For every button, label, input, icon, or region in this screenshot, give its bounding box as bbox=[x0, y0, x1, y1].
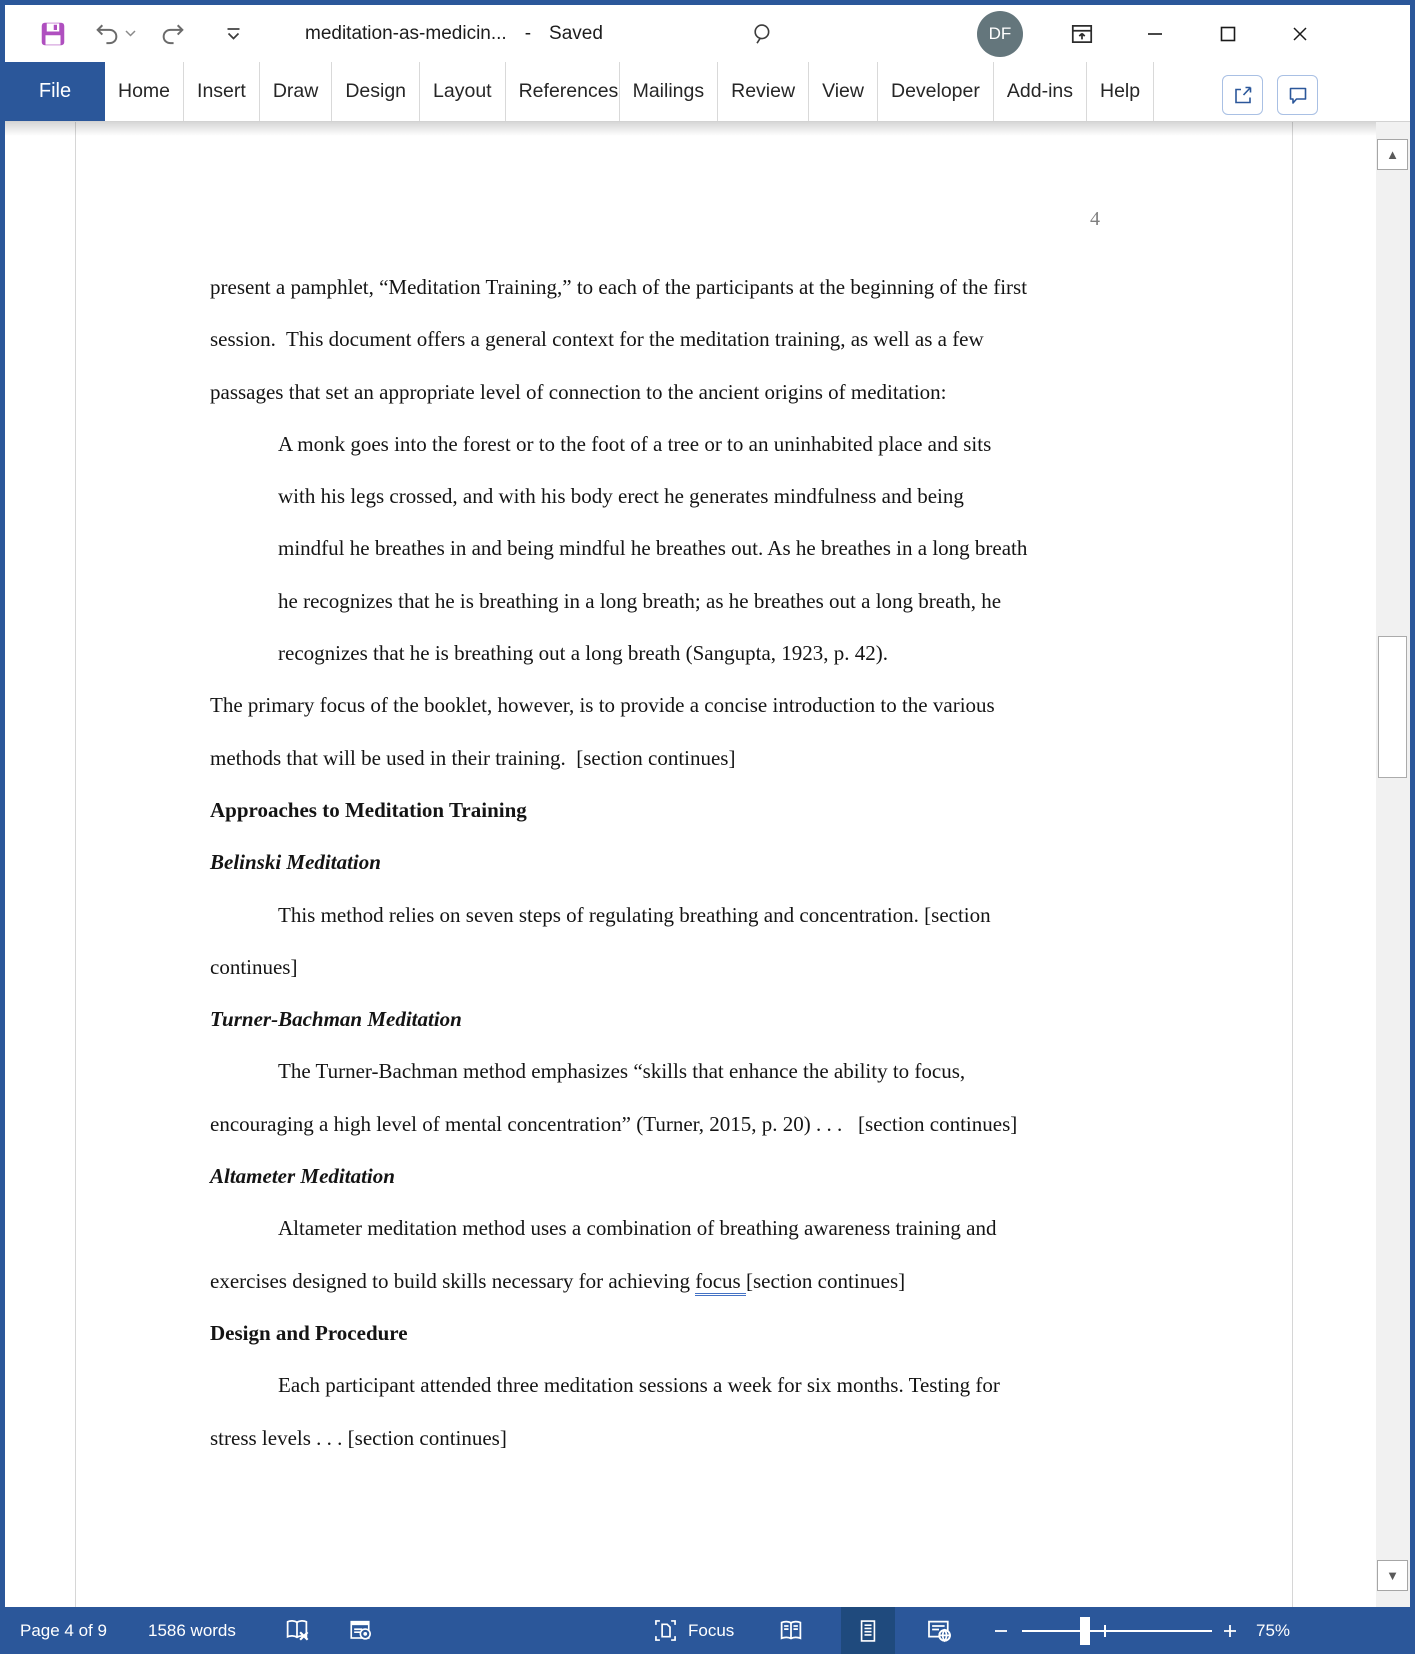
spellcheck-book-x-icon bbox=[282, 1616, 312, 1646]
close-icon bbox=[1290, 24, 1310, 44]
scroll-up-icon: ▲ bbox=[1386, 147, 1399, 162]
avatar[interactable] bbox=[977, 11, 1023, 57]
doc-line: session. This document offers a general context for the meditation training, as well as a few bbox=[210, 327, 984, 352]
document-canvas bbox=[5, 122, 1410, 1607]
scrollbar-thumb[interactable] bbox=[1378, 636, 1407, 778]
section-heading: Belinski Meditation bbox=[210, 850, 381, 875]
tab-help[interactable] bbox=[1087, 62, 1154, 121]
doc-line: continues] bbox=[210, 954, 298, 979]
minimize-button[interactable] bbox=[1135, 14, 1175, 54]
doc-line bbox=[210, 1255, 1115, 1307]
comment-icon bbox=[1286, 83, 1310, 107]
tab-label: Add-ins bbox=[1006, 80, 1073, 102]
doc-line: present a pamphlet, “Meditation Training,” to each of the participants at the beginning of the first bbox=[210, 275, 1028, 299]
tab-insert[interactable] bbox=[184, 62, 260, 121]
avatar-initials: DF bbox=[988, 23, 1012, 43]
window-title bbox=[305, 5, 603, 62]
focus-label: Focus bbox=[688, 1620, 735, 1640]
scroll-down-button[interactable] bbox=[1377, 1560, 1408, 1591]
undo-dropdown-chevron[interactable] bbox=[119, 14, 141, 54]
close-button[interactable] bbox=[1280, 14, 1320, 54]
word-count[interactable]: 1586 words bbox=[148, 1620, 236, 1640]
doc-line: encouraging a high level of mental concentration” (Turner, 2015, p. 20) . . . [section continues] bbox=[210, 1111, 1018, 1136]
tab-label: Help bbox=[1100, 80, 1141, 102]
tab-add-ins[interactable] bbox=[994, 62, 1087, 121]
macro-recording-button[interactable] bbox=[346, 1607, 374, 1654]
save-status-text: Saved bbox=[549, 22, 603, 44]
doc-line: A monk goes into the forest or to the foot of a tree or to an uninhabited place and sits bbox=[278, 431, 992, 456]
zoom-in-button[interactable] bbox=[1222, 1607, 1238, 1654]
grammar-underlined-text: focus bbox=[695, 1269, 746, 1296]
ribbon-tabs bbox=[5, 62, 1410, 121]
tab-label: Mailings bbox=[632, 80, 705, 102]
customize-quick-access-toolbar-button[interactable] bbox=[213, 14, 253, 54]
doc-line: Altameter meditation method uses a combination of breathing awareness training and bbox=[278, 1216, 997, 1241]
status-bar bbox=[0, 1607, 1415, 1654]
zoom-level[interactable]: 75% bbox=[1256, 1620, 1291, 1640]
search-icon bbox=[750, 21, 776, 47]
document-body[interactable] bbox=[210, 261, 1115, 1464]
section-heading: Approaches to Meditation Training bbox=[210, 797, 527, 822]
doc-text-segment: exercises designed to build skills necessary for achieving bbox=[210, 1268, 696, 1293]
print-layout-icon bbox=[854, 1617, 882, 1645]
focus-mode-button[interactable] bbox=[652, 1607, 734, 1654]
search-button[interactable] bbox=[743, 14, 783, 54]
scroll-up-button[interactable] bbox=[1377, 139, 1408, 170]
redo-button[interactable] bbox=[153, 14, 193, 54]
zoom-slider[interactable] bbox=[1022, 1630, 1212, 1632]
tab-developer[interactable] bbox=[878, 62, 994, 121]
doc-line: Each participant attended three meditation sessions a week for six months. Testing for bbox=[278, 1373, 1000, 1398]
minimize-icon bbox=[1145, 24, 1165, 44]
focus-icon bbox=[652, 1617, 679, 1644]
section-heading: Altameter Meditation bbox=[210, 1164, 395, 1189]
doc-line: methods that will be used in their training. [section continues] bbox=[210, 745, 736, 770]
vertical-scrollbar[interactable] bbox=[1376, 122, 1410, 1607]
maximize-button[interactable] bbox=[1208, 14, 1248, 54]
title-bar bbox=[5, 5, 1410, 62]
tab-label: Design bbox=[345, 80, 407, 102]
zoom-100-tick bbox=[1104, 1625, 1106, 1637]
tab-mailings[interactable] bbox=[620, 62, 719, 121]
doc-text-segment: [section continues] bbox=[745, 1268, 906, 1293]
share-icon bbox=[1231, 83, 1255, 107]
ribbon-display-options-icon bbox=[1069, 21, 1095, 47]
tab-draw[interactable] bbox=[260, 62, 333, 121]
doc-line: he recognizes that he is breathing in a long breath; as he breathes out a long breath, he bbox=[278, 588, 1002, 613]
ribbon-tab-row bbox=[5, 62, 1410, 122]
redo-icon bbox=[159, 20, 187, 48]
page-left-edge bbox=[75, 122, 76, 1607]
zoom-in-plus-icon bbox=[1222, 1623, 1238, 1639]
doc-line: recognizes that he is breathing out a long breath (Sangupta, 1923, p. 42). bbox=[278, 641, 889, 666]
save-button[interactable] bbox=[33, 14, 73, 54]
chevron-down-with-line-icon bbox=[225, 27, 242, 41]
zoom-out-button[interactable] bbox=[993, 1607, 1009, 1654]
maximize-icon bbox=[1218, 24, 1238, 44]
comments-button[interactable] bbox=[1277, 75, 1318, 115]
tab-label: Home bbox=[118, 80, 171, 102]
doc-line: passages that set an appropriate level of connection to the ancient origins of meditation: bbox=[210, 379, 947, 404]
tab-review[interactable] bbox=[718, 62, 809, 121]
tab-view[interactable] bbox=[809, 62, 878, 121]
scroll-down-icon: ▼ bbox=[1386, 1568, 1399, 1583]
tab-label: References bbox=[518, 80, 619, 102]
tab-label: Draw bbox=[272, 80, 319, 102]
page-indicator[interactable]: Page 4 of 9 bbox=[20, 1620, 107, 1640]
ribbon-display-options-button[interactable] bbox=[1062, 14, 1102, 54]
section-heading: Design and Procedure bbox=[210, 1320, 408, 1345]
web-layout-icon bbox=[924, 1616, 954, 1646]
zoom-slider-thumb[interactable] bbox=[1080, 1617, 1090, 1645]
zoom-out-minus-icon bbox=[993, 1623, 1009, 1639]
tab-label: File bbox=[38, 80, 72, 102]
tab-label: Layout bbox=[433, 80, 492, 102]
doc-line: The primary focus of the booklet, however, is to provide a concise introduction to the various bbox=[210, 693, 995, 718]
tab-layout[interactable] bbox=[420, 62, 506, 121]
section-heading: Turner-Bachman Meditation bbox=[210, 1007, 462, 1032]
document-title-text: meditation-as-medicin... bbox=[305, 22, 507, 44]
title-separator: - bbox=[524, 22, 532, 44]
save-icon bbox=[38, 19, 68, 49]
spellcheck-status-button[interactable] bbox=[282, 1607, 312, 1654]
page-right-edge bbox=[1292, 122, 1293, 1607]
macro-recording-icon bbox=[346, 1617, 374, 1645]
doc-line: with his legs crossed, and with his body erect he generates mindfulness and being bbox=[278, 484, 964, 509]
share-button[interactable] bbox=[1222, 75, 1263, 115]
ribbon-shadow bbox=[5, 122, 1376, 136]
doc-line: mindful he breathes in and being mindful he breathes out. As he breathes in a long breath bbox=[278, 536, 1028, 561]
print-layout-button[interactable] bbox=[841, 1607, 895, 1654]
web-layout-button[interactable] bbox=[912, 1607, 966, 1654]
tab-file[interactable] bbox=[5, 62, 105, 121]
read-mode-button[interactable] bbox=[764, 1607, 818, 1654]
read-mode-icon bbox=[776, 1616, 806, 1646]
doc-line: This method relies on seven steps of regulating breathing and concentration. [section bbox=[278, 902, 991, 927]
tab-home[interactable] bbox=[105, 62, 184, 121]
header-page-number: 4 bbox=[1090, 208, 1100, 230]
tab-label: View bbox=[822, 80, 864, 102]
undo-icon bbox=[93, 20, 121, 48]
doc-line: The Turner-Bachman method emphasizes “skills that enhance the ability to focus, bbox=[278, 1059, 966, 1084]
tab-label: Insert bbox=[197, 80, 246, 102]
doc-line: stress levels . . . [section continues] bbox=[210, 1425, 507, 1450]
tab-label: Review bbox=[731, 80, 796, 102]
tab-label: Developer bbox=[890, 80, 980, 102]
tab-design[interactable] bbox=[332, 62, 420, 121]
tab-references[interactable] bbox=[506, 62, 620, 121]
